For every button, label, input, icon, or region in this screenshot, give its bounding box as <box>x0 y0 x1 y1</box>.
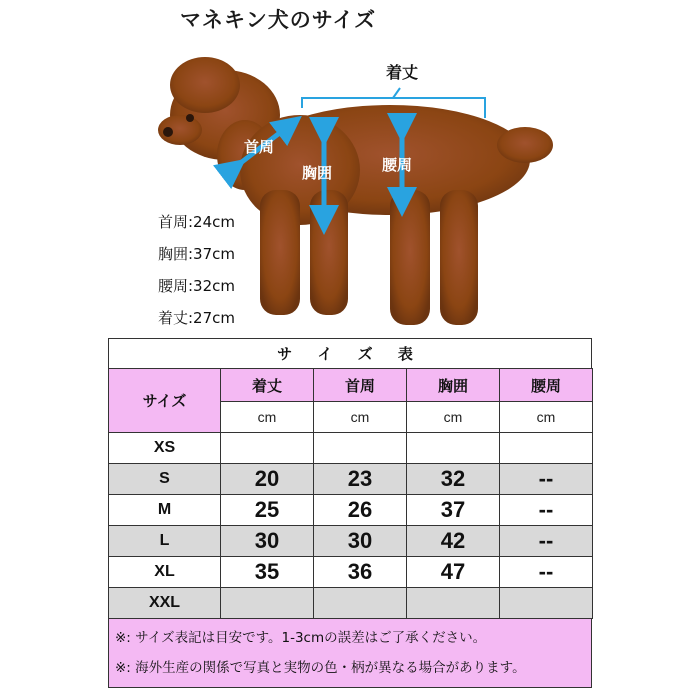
size-label: S <box>109 464 221 495</box>
unit-cell: cm <box>407 402 500 433</box>
unit-cell: cm <box>314 402 407 433</box>
waist-label: 腰周 <box>382 156 413 174</box>
table-cell <box>500 588 593 619</box>
measurement-length: 着丈:27cm <box>158 309 235 327</box>
note-color-difference: ※: 海外生産の関係で写真と実物の色・柄が異なる場合があります。 <box>115 660 526 676</box>
size-label: XXL <box>109 588 221 619</box>
page-title: マネキン犬のサイズ <box>180 8 377 32</box>
size-label: XS <box>109 433 221 464</box>
table-row <box>109 464 593 495</box>
table-cell: 42 <box>407 526 500 557</box>
column-header-length: 着丈 <box>221 369 314 402</box>
size-table <box>108 368 593 619</box>
chest-label: 胸囲 <box>302 164 333 182</box>
table-cell: 25 <box>221 495 314 526</box>
table-cell: 30 <box>221 526 314 557</box>
notes-box <box>108 619 592 688</box>
table-cell <box>221 588 314 619</box>
table-cell: 20 <box>221 464 314 495</box>
table-cell: -- <box>500 557 593 588</box>
table-cell <box>407 433 500 464</box>
mannequin-measurements <box>158 206 235 334</box>
table-cell: -- <box>500 464 593 495</box>
size-table-title: サ イ ズ 表 <box>108 338 592 368</box>
size-label: XL <box>109 557 221 588</box>
table-row <box>109 557 593 588</box>
table-cell <box>314 433 407 464</box>
table-cell: 23 <box>314 464 407 495</box>
measurement-waist: 腰周:32cm <box>158 277 235 295</box>
neck-label: 首周 <box>244 138 275 156</box>
unit-cell: cm <box>221 402 314 433</box>
table-cell: 35 <box>221 557 314 588</box>
table-cell <box>314 588 407 619</box>
table-cell: 26 <box>314 495 407 526</box>
table-cell: 47 <box>407 557 500 588</box>
table-cell: 37 <box>407 495 500 526</box>
table-row <box>109 588 593 619</box>
measurement-chest: 胸囲:37cm <box>158 245 235 263</box>
column-header-neck: 首周 <box>314 369 407 402</box>
size-label: L <box>109 526 221 557</box>
table-row <box>109 526 593 557</box>
length-label: 着丈 <box>386 63 419 82</box>
size-table-section <box>108 338 592 693</box>
table-cell: 32 <box>407 464 500 495</box>
size-column-header: サイズ <box>109 369 221 433</box>
table-row <box>109 495 593 526</box>
size-label: M <box>109 495 221 526</box>
table-cell <box>407 588 500 619</box>
table-cell <box>500 433 593 464</box>
table-row <box>109 433 593 464</box>
table-cell: 36 <box>314 557 407 588</box>
column-header-chest: 胸囲 <box>407 369 500 402</box>
table-cell: 30 <box>314 526 407 557</box>
column-header-waist: 腰周 <box>500 369 593 402</box>
note-size-tolerance: ※: サイズ表記は目安です。1-3cmの誤差はご了承ください。 <box>115 630 487 646</box>
unit-cell: cm <box>500 402 593 433</box>
table-cell: -- <box>500 526 593 557</box>
table-cell: -- <box>500 495 593 526</box>
table-cell <box>221 433 314 464</box>
measurement-neck: 首周:24cm <box>158 213 235 231</box>
